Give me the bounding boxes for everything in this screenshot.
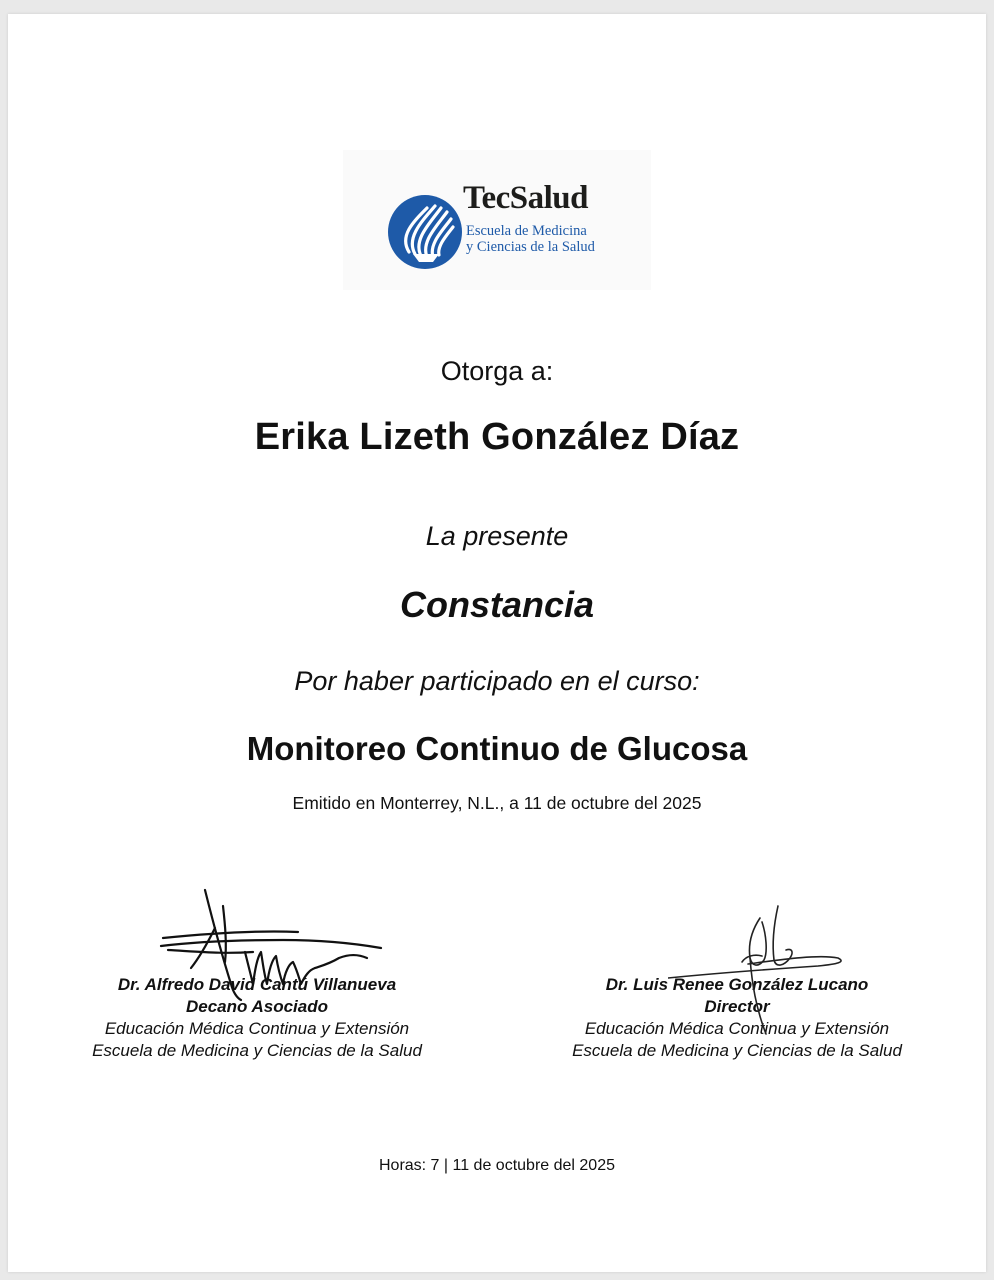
grant-label: Otorga a: (440, 356, 554, 386)
torch-flame-logo-icon (343, 150, 651, 290)
signatory-department: Educación Médica Continua y Extensión (104, 1019, 410, 1038)
issue-place-date: Emitido en Monterrey, N.L., a 11 de octubre del 2025 (292, 793, 702, 813)
course-title: Monitoreo Continuo de Glucosa (246, 730, 748, 767)
logo-brand-text: TecSalud (463, 180, 589, 216)
signatory-school: Escuela de Medicina y Ciencias de la Salud (92, 1041, 422, 1060)
signatory-block-right (517, 974, 957, 1062)
signatory-name: Dr. Alfredo David Cantú Villanueva (117, 975, 397, 994)
reason-text: Por haber participado en el curso: (294, 666, 700, 696)
signatory-department: Educación Médica Continua y Extensión (584, 1019, 890, 1038)
tecsalud-logo (343, 150, 651, 290)
signatory-name: Dr. Luis Renee González Lucano (605, 975, 869, 994)
hours-footer: Horas: 7 | 11 de octubre del 2025 (378, 1157, 615, 1174)
recipient-name: Erika Lizeth González Díaz (254, 416, 740, 458)
logo-subtitle-line1: Escuela de Medicina (466, 223, 587, 239)
logo-subtitle-line2: y Ciencias de la Salud (466, 239, 595, 255)
intro-text: La presente (425, 521, 569, 551)
signatory-block-left (37, 974, 477, 1062)
document-type-title: Constancia (399, 584, 595, 625)
signatory-school: Escuela de Medicina y Ciencias de la Salud (572, 1041, 902, 1060)
certificate-page (8, 14, 986, 1272)
signatory-role: Director (704, 997, 770, 1016)
signatory-role: Decano Asociado (185, 997, 329, 1016)
